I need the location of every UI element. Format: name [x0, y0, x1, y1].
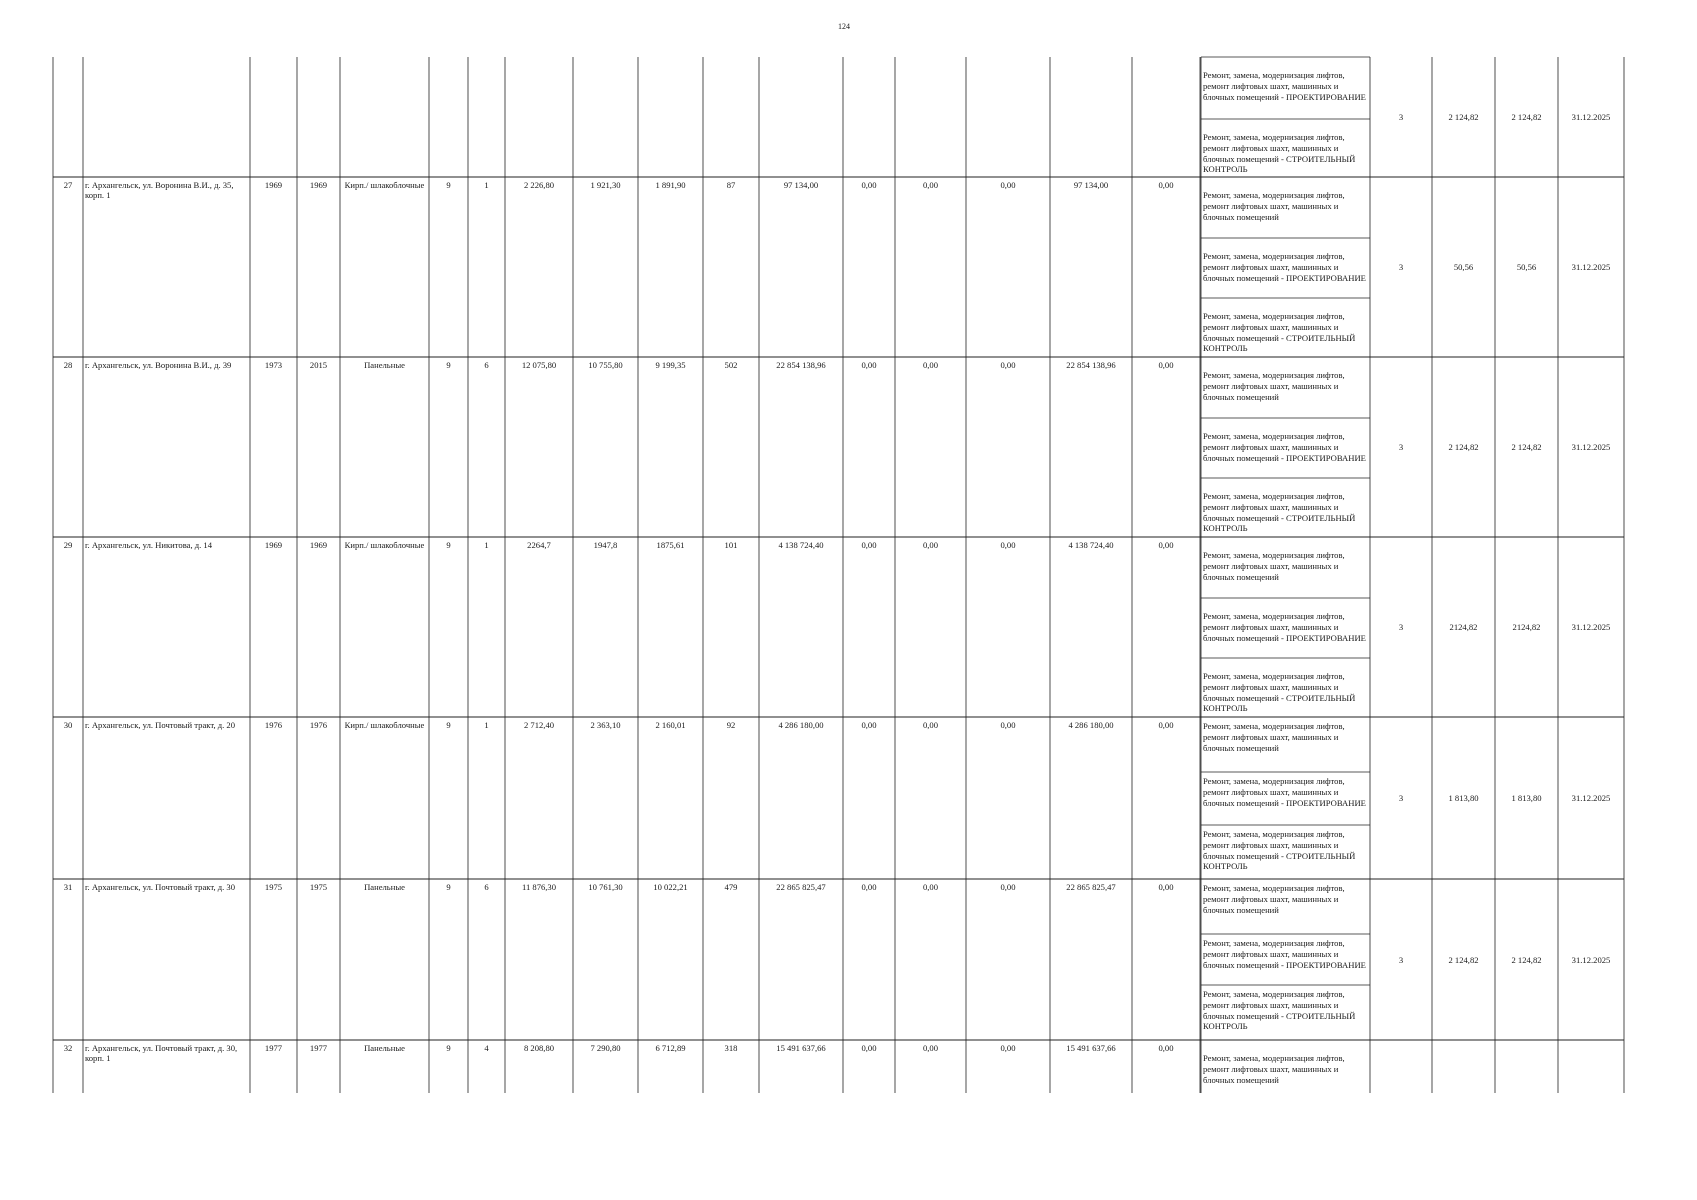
cell-entrances: 6: [484, 882, 489, 892]
cell-c2: 0,00: [922, 1043, 939, 1053]
page-number: 124: [838, 22, 850, 31]
cell-entrances: 1: [484, 180, 489, 190]
cell-c2: 0,00: [922, 180, 939, 190]
cell-c4: 97 134,00: [1073, 180, 1109, 190]
cell-c5: 0,00: [1158, 540, 1174, 550]
work-description: Ремонт, замена, модернизация лифтов, ремонт лифтовых шахт, машинных и блочных помещений: [1203, 370, 1345, 402]
cell-max-cost: 1 813,80: [1511, 793, 1542, 803]
work-description: Ремонт, замена, модернизация лифтов, ремонт лифтовых шахт, машинных и блочных помещений - СТРОИТЕЛЬНЫЙ КОНТРОЛЬ: [1203, 132, 1356, 175]
cell-residents: 502: [724, 360, 738, 370]
cell-year-repair: 1975: [309, 882, 328, 892]
cell-area-total: 2 226,80: [523, 180, 555, 190]
cell-count: 3: [1398, 112, 1404, 122]
cell-entrances: 6: [484, 360, 489, 370]
cell-num: 32: [63, 1043, 73, 1053]
cell-c5: 0,00: [1158, 1043, 1174, 1053]
cell-c3: 0,00: [1000, 540, 1016, 550]
cell-c5: 0,00: [1158, 180, 1174, 190]
cell-address: г. Архангельск, ул. Воронина В.И., д. 39: [85, 360, 232, 370]
cell-wall: Панельные: [364, 1043, 405, 1053]
cell-area-total: 2264,7: [527, 540, 551, 550]
cell-num: 30: [63, 720, 73, 730]
work-description: Ремонт, замена, модернизация лифтов, ремонт лифтовых шахт, машинных и блочных помещений - ПРОЕКТИРОВАНИЕ: [1203, 611, 1366, 643]
cell-num: 27: [63, 180, 73, 190]
cell-area-res: 1 891,90: [655, 180, 686, 190]
cell-c4: 22 854 138,96: [1066, 360, 1116, 370]
work-description: Ремонт, замена, модернизация лифтов, ремонт лифтовых шахт, машинных и блочных помещений: [1203, 883, 1345, 915]
cell-area-total: 2 712,40: [523, 720, 555, 730]
cell-c2: 0,00: [922, 540, 939, 550]
cell-c3: 0,00: [1000, 360, 1016, 370]
work-description: Ремонт, замена, модернизация лифтов, ремонт лифтовых шахт, машинных и блочных помещений - СТРОИТЕЛЬНЫЙ КОНТРОЛЬ: [1203, 829, 1356, 872]
cell-year-built: 1976: [264, 720, 283, 730]
cell-num: 29: [63, 540, 73, 550]
cell-c1: 0,00: [861, 360, 877, 370]
cell-residents: 87: [726, 180, 736, 190]
cell-area-res: 1875,61: [656, 540, 685, 550]
cell-count: 3: [1398, 622, 1404, 632]
work-description: Ремонт, замена, модернизация лифтов, ремонт лифтовых шахт, машинных и блочных помещений: [1203, 190, 1345, 222]
cell-area-living: 7 290,80: [590, 1043, 621, 1053]
cell-area-res: 6 712,89: [655, 1043, 686, 1053]
cell-address: г. Архангельск, ул. Никитова, д. 14: [85, 540, 213, 550]
cell-c1: 0,00: [861, 882, 877, 892]
work-description: Ремонт, замена, модернизация лифтов, ремонт лифтовых шахт, машинных и блочных помещений - ПРОЕКТИРОВАНИЕ: [1203, 776, 1366, 808]
cell-c5: 0,00: [1158, 882, 1174, 892]
cell-c2: 0,00: [922, 360, 939, 370]
cell-area-living: 2 363,10: [590, 720, 621, 730]
cell-c5: 0,00: [1158, 720, 1174, 730]
work-description: Ремонт, замена, модернизация лифтов, ремонт лифтовых шахт, машинных и блочных помещений - ПРОЕКТИРОВАНИЕ: [1203, 938, 1366, 970]
work-description: Ремонт, замена, модернизация лифтов, ремонт лифтовых шахт, машинных и блочных помещений: [1203, 550, 1345, 582]
cell-c4: 15 491 637,66: [1066, 1043, 1116, 1053]
cell-address: г. Архангельск, ул. Почтовый тракт, д. 20: [85, 720, 235, 730]
cell-unit-cost: 2 124,82: [1448, 955, 1479, 965]
cell-year-built: 1973: [264, 360, 283, 370]
cell-unit-cost: 2124,82: [1449, 622, 1478, 632]
cell-residents: 479: [724, 882, 738, 892]
cell-cost-total: 4 286 180,00: [778, 720, 824, 730]
cell-year-built: 1975: [264, 882, 283, 892]
cell-year-built: 1969: [264, 180, 283, 190]
work-description: Ремонт, замена, модернизация лифтов, ремонт лифтовых шахт, машинных и блочных помещений - ПРОЕКТИРОВАНИЕ: [1203, 431, 1366, 463]
cell-cost-total: 22 865 825,47: [776, 882, 826, 892]
cell-area-total: 11 876,30: [521, 882, 557, 892]
cell-floors: 9: [446, 720, 451, 730]
cell-c4: 22 865 825,47: [1066, 882, 1116, 892]
cell-unit-cost: 2 124,82: [1448, 442, 1479, 452]
work-description: Ремонт, замена, модернизация лифтов, ремонт лифтовых шахт, машинных и блочных помещений: [1203, 721, 1345, 753]
cell-floors: 9: [446, 540, 451, 550]
cell-c3: 0,00: [1000, 1043, 1016, 1053]
cell-c3: 0,00: [1000, 882, 1016, 892]
work-description: Ремонт, замена, модернизация лифтов, ремонт лифтовых шахт, машинных и блочных помещений - СТРОИТЕЛЬНЫЙ КОНТРОЛЬ: [1203, 989, 1356, 1032]
cell-num: 28: [63, 360, 73, 370]
cell-area-total: 12 075,80: [521, 360, 557, 370]
cell-address: г. Архангельск, ул. Почтовый тракт, д. 30, корп. 1: [85, 1043, 238, 1064]
cell-unit-cost: 1 813,80: [1448, 793, 1479, 803]
cell-count: 3: [1398, 442, 1404, 452]
cell-num: 31: [63, 882, 73, 892]
cell-deadline: 31.12.2025: [1571, 442, 1611, 452]
cell-c3: 0,00: [1000, 720, 1016, 730]
cell-max-cost: 2 124,82: [1511, 955, 1542, 965]
cell-count: 3: [1398, 793, 1404, 803]
cell-c1: 0,00: [861, 540, 877, 550]
cell-year-repair: 1977: [309, 1043, 328, 1053]
cell-area-res: 9 199,35: [655, 360, 686, 370]
cell-floors: 9: [446, 1043, 451, 1053]
cell-c2: 0,00: [922, 882, 939, 892]
cell-year-repair: 1969: [309, 540, 328, 550]
cell-unit-cost: 50,56: [1453, 262, 1474, 272]
cell-area-res: 10 022,21: [653, 882, 688, 892]
cell-c3: 0,00: [1000, 180, 1016, 190]
cell-cost-total: 4 138 724,40: [778, 540, 824, 550]
cell-area-living: 10 755,80: [588, 360, 623, 370]
cell-c4: 4 286 180,00: [1068, 720, 1114, 730]
cell-address: г. Архангельск, ул. Почтовый тракт, д. 30: [85, 882, 235, 892]
cell-wall: Кирп./ шлакоблочные: [344, 180, 425, 190]
cell-max-cost: 2124,82: [1512, 622, 1541, 632]
cell-c5: 0,00: [1158, 360, 1174, 370]
cell-residents: 101: [724, 540, 738, 550]
cell-max-cost: 50,56: [1516, 262, 1537, 272]
cell-year-built: 1969: [264, 540, 283, 550]
cell-c1: 0,00: [861, 1043, 877, 1053]
cell-floors: 9: [446, 180, 451, 190]
cell-count: 3: [1398, 262, 1404, 272]
cell-deadline: 31.12.2025: [1571, 622, 1611, 632]
cell-wall: Кирп./ шлакоблочные: [344, 720, 425, 730]
work-description: Ремонт, замена, модернизация лифтов, ремонт лифтовых шахт, машинных и блочных помещений - ПРОЕКТИРОВАНИЕ: [1203, 251, 1366, 283]
cell-c1: 0,00: [861, 180, 877, 190]
cell-count: 3: [1398, 955, 1404, 965]
cell-deadline: 31.12.2025: [1571, 262, 1611, 272]
cell-area-living: 10 761,30: [588, 882, 623, 892]
cell-wall: Панельные: [364, 360, 405, 370]
cell-entrances: 1: [484, 540, 489, 550]
cell-residents: 92: [726, 720, 736, 730]
cell-address: г. Архангельск, ул. Воронина В.И., д. 35, корп. 1: [85, 180, 234, 201]
cell-cost-total: 22 854 138,96: [776, 360, 826, 370]
cell-cost-total: 15 491 637,66: [776, 1043, 826, 1053]
cell-residents: 318: [724, 1043, 738, 1053]
cell-year-built: 1977: [264, 1043, 283, 1053]
cell-unit-cost: 2 124,82: [1448, 112, 1479, 122]
cell-area-res: 2 160,01: [655, 720, 686, 730]
work-description: Ремонт, замена, модернизация лифтов, ремонт лифтовых шахт, машинных и блочных помещений: [1203, 1053, 1345, 1085]
cell-c4: 4 138 724,40: [1068, 540, 1114, 550]
cell-entrances: 4: [484, 1043, 489, 1053]
cell-cost-total: 97 134,00: [783, 180, 819, 190]
work-description: Ремонт, замена, модернизация лифтов, ремонт лифтовых шахт, машинных и блочных помещений - ПРОЕКТИРОВАНИЕ: [1203, 70, 1366, 102]
cell-wall: Кирп./ шлакоблочные: [344, 540, 425, 550]
cell-c2: 0,00: [922, 720, 939, 730]
work-description: Ремонт, замена, модернизация лифтов, ремонт лифтовых шахт, машинных и блочных помещений - СТРОИТЕЛЬНЫЙ КОНТРОЛЬ: [1203, 311, 1356, 354]
cell-floors: 9: [446, 882, 451, 892]
cell-max-cost: 2 124,82: [1511, 112, 1542, 122]
cell-deadline: 31.12.2025: [1571, 955, 1611, 965]
work-description: Ремонт, замена, модернизация лифтов, ремонт лифтовых шахт, машинных и блочных помещений - СТРОИТЕЛЬНЫЙ КОНТРОЛЬ: [1203, 671, 1356, 714]
cell-area-total: 8 208,80: [523, 1043, 555, 1053]
cell-area-living: 1947,8: [593, 540, 618, 550]
cell-wall: Панельные: [364, 882, 405, 892]
cell-c1: 0,00: [861, 720, 877, 730]
cell-deadline: 31.12.2025: [1571, 112, 1611, 122]
cell-year-repair: 1976: [309, 720, 328, 730]
cell-area-living: 1 921,30: [590, 180, 621, 190]
cell-year-repair: 2015: [309, 360, 328, 370]
cell-year-repair: 1969: [309, 180, 328, 190]
cell-max-cost: 2 124,82: [1511, 442, 1542, 452]
work-description: Ремонт, замена, модернизация лифтов, ремонт лифтовых шахт, машинных и блочных помещений - СТРОИТЕЛЬНЫЙ КОНТРОЛЬ: [1203, 491, 1356, 534]
cell-floors: 9: [446, 360, 451, 370]
cell-deadline: 31.12.2025: [1571, 793, 1611, 803]
cell-entrances: 1: [484, 720, 489, 730]
